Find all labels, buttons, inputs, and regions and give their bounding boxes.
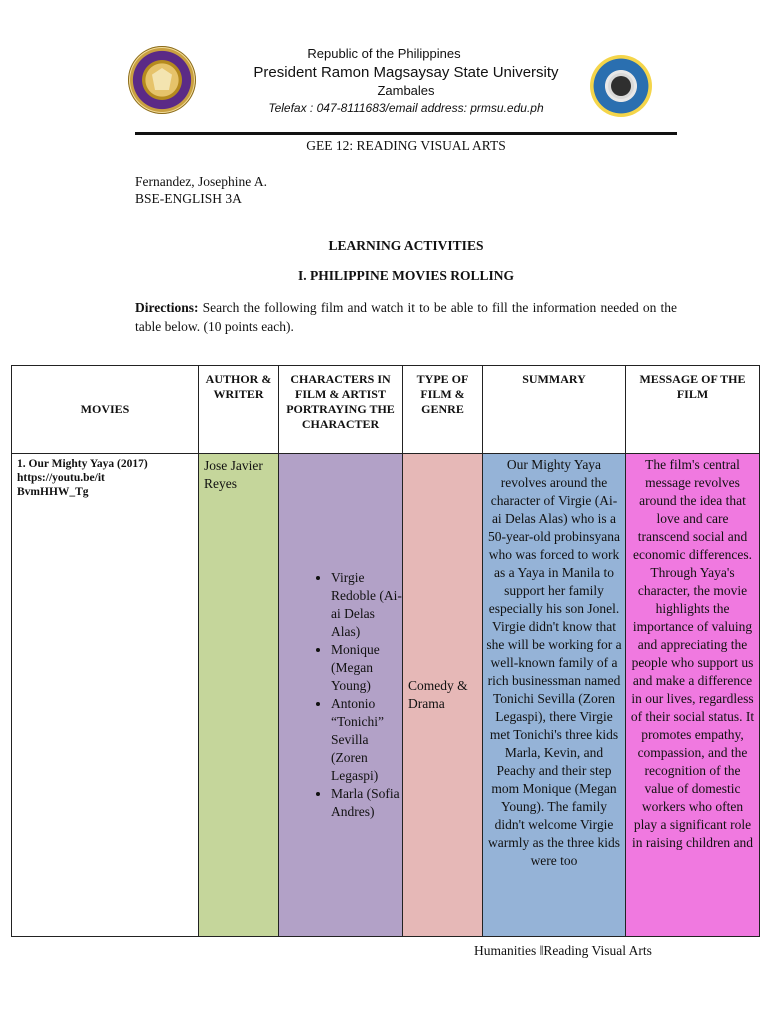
table-row [12, 454, 760, 937]
header-university: President Ramon Magsaysay State University [253, 64, 559, 81]
summary-cell [483, 454, 626, 937]
author-name: Jose Javier Reyes [204, 458, 263, 491]
characters-cell [279, 454, 403, 937]
student-section: BSE-ENGLISH 3A [135, 191, 242, 206]
header-movies: MOVIES [12, 366, 199, 454]
author-cell [199, 454, 279, 937]
list-item: • Marla (Sofia Andres) [331, 785, 402, 821]
page-footer: Humanities ‖Reading Visual Arts [474, 943, 652, 958]
activity-title: LEARNING ACTIVITIES [328, 238, 484, 253]
characters-list [279, 569, 402, 821]
message-cell [626, 454, 760, 937]
list-item: • Antonio “Tonichi” Sevilla (Zoren Legaspi) [331, 695, 402, 785]
header-message: MESSAGE OF THE FILM [626, 366, 760, 454]
table-header-row [12, 366, 760, 454]
type-cell [403, 454, 483, 937]
header-province: Zambales [377, 83, 435, 98]
header-summary: SUMMARY [483, 366, 626, 454]
movie-title: 1. Our Mighty Yaya (2017) [17, 458, 148, 470]
header-divider [135, 132, 677, 135]
directions-text: Search the following film and watch it to be able to fill the information needed on the table below. (10 points each). [135, 300, 677, 334]
movie-cell [12, 454, 199, 937]
message-text: The film's central message revolves around the idea that love and care transcend social and economic differences. Through Yaya's character, the movie highlights the importance of valuing and appreciating the people who support us and make a difference in our lives, regardless of their social status. It promotes empathy, compassion, and the recognition of the value of domestic workers who often play a significant role in raising children and [630, 457, 755, 850]
list-item: • Monique (Megan Young) [331, 641, 402, 695]
film-type: Comedy & Drama [408, 678, 468, 711]
summary-text: Our Mighty Yaya revolves around the character of Virgie (Ai-ai Delas Alas) who is a 50-year-old probinsyana who was forced to work as a Yaya in Manila to support her family especially his son Jonel. Virgie didn't know that she will be working for a well-known family of a rich businessman named Tonichi Sevilla (Zoren Legaspi), there Virgie met Tonichi's three kids Marla, Kevin, and Peachy and their step mom Monique (Megan Young). The family didn't welcome Virgie warmly as the three kids were too [486, 457, 622, 868]
directions [135, 298, 677, 336]
header-author: AUTHOR & WRITER [199, 366, 279, 454]
directions-label: Directions: [135, 300, 199, 315]
course-title: GEE 12: READING VISUAL ARTS [306, 138, 506, 153]
movie-link[interactable]: https://youtu.be/itBvmHHW_Tg [17, 472, 105, 498]
header-republic: Republic of the Philippines [307, 46, 461, 61]
activity-subtitle: I. PHILIPPINE MOVIES ROLLING [297, 268, 515, 283]
header-characters: CHARACTERS IN FILM & ARTIST PORTRAYING THE CHARACTER [279, 366, 403, 454]
header-type: TYPE OF FILM & GENRE [403, 366, 483, 454]
student-name: Fernandez, Josephine A. [135, 174, 267, 189]
header-contact: Telefax : 047-8111683/email address: prmsu.edu.ph [268, 101, 544, 115]
films-table [11, 365, 760, 937]
list-item: • Virgie Redoble (Ai-ai Delas Alas) [331, 569, 402, 641]
